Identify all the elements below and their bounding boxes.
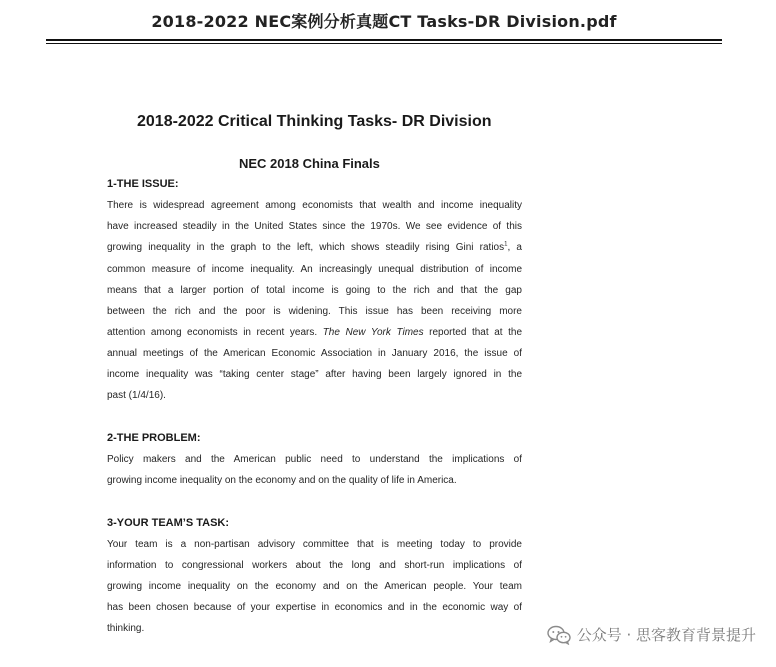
paragraph-line: There is widespread agreement among economists that wealth and income inequality <box>107 200 522 211</box>
section-heading-task: 3-YOUR TEAM’S TASK: <box>107 517 230 529</box>
paragraph-line-tail: reported that at the <box>423 327 522 338</box>
file-title: 2018-2022 NEC案例分析真题CT Tasks-DR Division.pdf <box>151 12 617 31</box>
paragraph-line: thinking. <box>107 623 145 634</box>
paragraph-line: annual meetings of the American Economic Association in January 2016, the issue of <box>107 348 522 359</box>
paragraph-line: have increased steadily in the United States since the 1970s. We see evidence of this <box>107 221 522 232</box>
paragraph-line: Policy makers and the American public need to understand the implications of <box>107 454 522 465</box>
paragraph-line-text: attention among economists in recent years. <box>107 327 318 338</box>
header-rule-thick <box>46 39 722 41</box>
italic-source: The New York Times <box>322 327 424 338</box>
paragraph-line: means that a larger portion of total income is going to the rich and that the gap <box>107 285 522 296</box>
paragraph-line <box>107 326 522 340</box>
paragraph-line: past (1/4/16). <box>107 390 166 401</box>
section-heading-problem: 2-THE PROBLEM: <box>107 432 201 444</box>
paragraph-line-text: growing inequality in the graph to the left, which shows steadily rising Gini ratios <box>107 242 505 253</box>
footnote-marker: 1 <box>504 241 508 248</box>
wechat-icon <box>547 625 571 645</box>
document-title: 2018-2022 Critical Thinking Tasks- DR Division <box>137 113 492 130</box>
paragraph-line: growing income inequality on the economy and on the American people. Your team <box>107 581 522 592</box>
paragraph-line-tail: , a <box>507 242 522 253</box>
paragraph-line: has been chosen because of your expertise in economics and in the economic way of <box>107 602 522 613</box>
header-rule-thin <box>46 43 722 44</box>
paragraph-line: growing income inequality on the economy and on the quality of life in America. <box>107 475 457 486</box>
paragraph-line: income inequality was “taking center stage” after having been largely ignored in the <box>107 369 522 380</box>
watermark <box>547 624 756 645</box>
paragraph-line: information to congressional workers about the long and short-run implications of <box>107 560 522 571</box>
paragraph-line: Your team is a non-partisan advisory committee that is meeting today to provide <box>107 539 522 550</box>
paragraph-line: common measure of income inequality. An increasingly unequal distribution of income <box>107 264 522 275</box>
paragraph-line <box>107 241 522 255</box>
document-subtitle: NEC 2018 China Finals <box>239 156 380 171</box>
section-heading-issue: 1-THE ISSUE: <box>107 178 179 190</box>
watermark-text: 公众号 · 思客教育背景提升 <box>576 626 756 644</box>
paragraph-line: between the rich and the poor is widening. This issue has been receiving more <box>107 306 522 317</box>
